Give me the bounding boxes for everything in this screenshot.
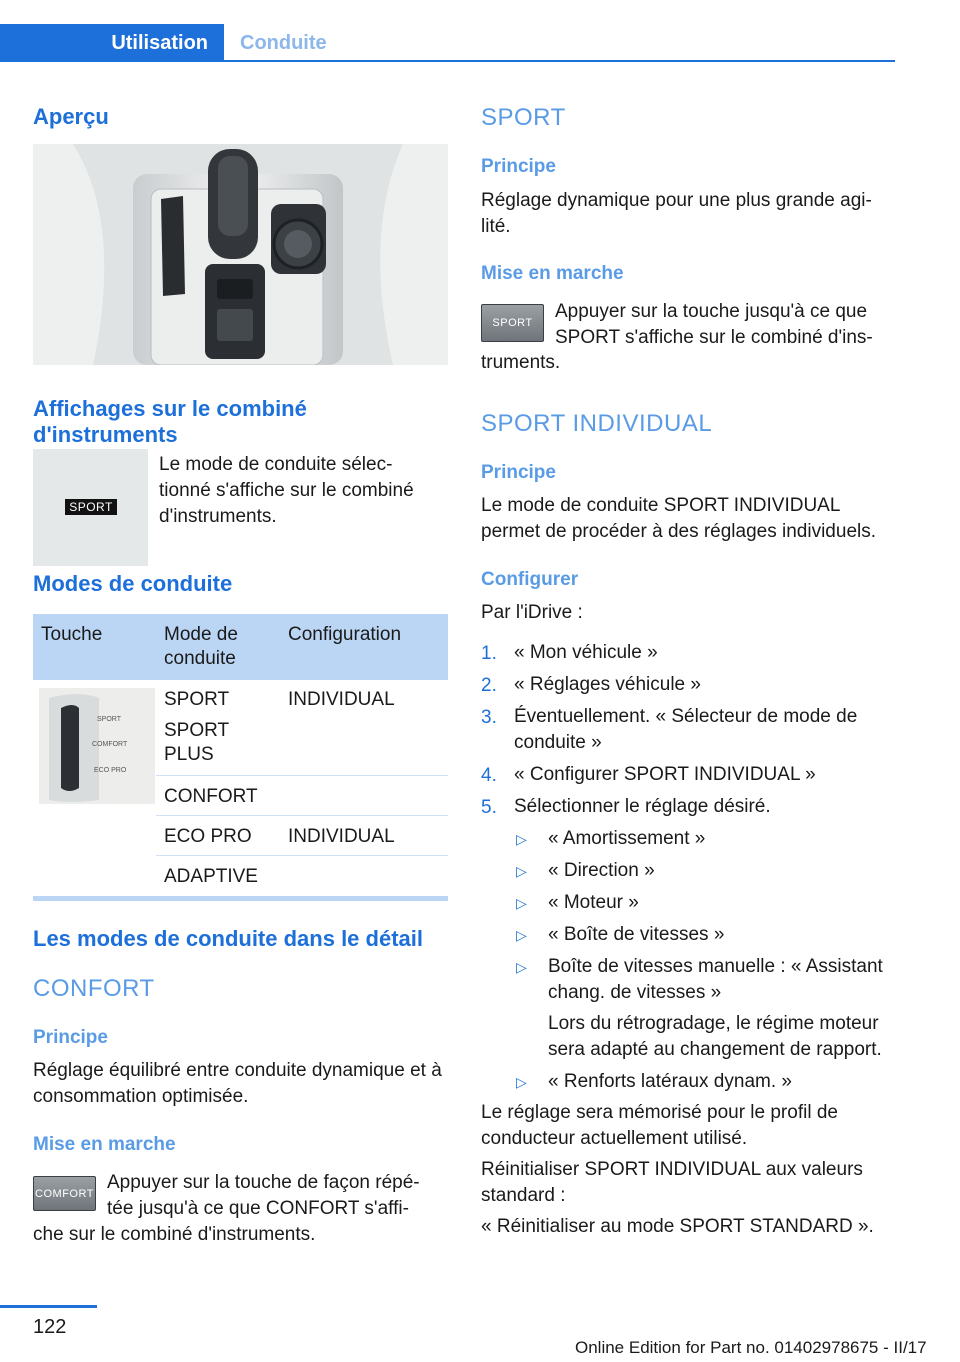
sport-display-label: SPORT [65, 499, 117, 515]
step-1-text: « Mon véhicule » [514, 642, 658, 663]
individual-principe-label: Principe [481, 462, 556, 483]
row-mode-ecopro: ECO PRO [164, 826, 252, 847]
bullet-triangle-icon: ▷ [516, 1074, 527, 1090]
apercu-heading: Aperçu [33, 104, 109, 129]
page-number: 122 [33, 1316, 67, 1338]
confort-principe-label: Principe [33, 1027, 108, 1048]
modes-heading: Modes de conduite [33, 571, 233, 596]
sub-item-4: « Boîte de vitesses » [548, 924, 725, 945]
sub-item-5: Boîte de vitesses manuelle : « Assistant chang. de vitesses » [548, 956, 883, 1003]
header-touche: Touche [41, 624, 103, 645]
sport-mise-text-2: truments. [481, 352, 561, 373]
edition-text: Online Edition for Part no. 01402978675 - II/17 [575, 1338, 927, 1357]
sport-mise-label: Mise en marche [481, 263, 624, 284]
bullet-triangle-icon: ▷ [516, 927, 527, 943]
tab-conduite[interactable]: Conduite [240, 31, 327, 54]
reset-intro-text: Réinitialiser SPORT INDIVIDUAL aux valeurs standard : [481, 1159, 863, 1206]
configurer-label: Configurer [481, 569, 579, 590]
sport-mise-text-1: Appuyer sur la touche jusqu'à ce que SPORT s'affiche sur le combiné d'ins- [555, 301, 873, 348]
gear-console-image [33, 144, 448, 365]
confort-principe-text: Réglage équilibré entre conduite dynamique et à consommation optimisée. [33, 1060, 442, 1107]
sport-display-image [33, 449, 148, 566]
sub-item-5-note: Lors du rétrogradage, le régime moteur sera adapté au changement de rapport. [548, 1013, 882, 1060]
bullet-triangle-icon: ▷ [516, 831, 527, 847]
detail-heading: Les modes de conduite dans le détail [33, 926, 423, 951]
step-1-number: 1. [481, 643, 497, 664]
console-illustration [33, 144, 448, 365]
memo-text: Le réglage sera mémorisé pour le profil de conducteur actuellement utilisé. [481, 1102, 838, 1149]
step-2-number: 2. [481, 675, 497, 696]
row-mode-adaptive: ADAPTIVE [164, 866, 258, 887]
btn-label-comfort: COMFORT [92, 741, 128, 748]
confort-mise-label: Mise en marche [33, 1134, 176, 1155]
row-mode-confort: CONFORT [164, 786, 258, 807]
sport-button-image: SPORT [481, 304, 544, 342]
sub-item-2: « Direction » [548, 860, 655, 881]
bullet-triangle-icon: ▷ [516, 959, 527, 975]
comfort-button-image: COMFORT [33, 1176, 96, 1211]
step-3-text: Éventuellement. « Sélecteur de mode de conduite » [514, 706, 858, 753]
affichages-text: Le mode de conduite sélec-tionné s'affiche sur le combiné d'instruments. [159, 454, 414, 527]
btn-label-sport: SPORT [97, 716, 121, 723]
row-config-sport: INDIVIDUAL [288, 689, 395, 710]
individual-principe-text: Le mode de conduite SPORT INDIVIDUAL permet de procéder à des réglages individuels. [481, 495, 877, 542]
header-tabbar [0, 24, 895, 62]
bullet-triangle-icon: ▷ [516, 895, 527, 911]
step-2-text: « Réglages véhicule » [514, 674, 701, 695]
footer-rule [0, 1305, 97, 1308]
par-idrive-text: Par l'iDrive : [481, 602, 583, 623]
sub-item-3: « Moteur » [548, 892, 639, 913]
header-mode: Mode de conduite [164, 624, 238, 669]
confort-heading: CONFORT [33, 975, 155, 1002]
step-3-number: 3. [481, 707, 497, 728]
btn-label-ecopro: ECO PRO [94, 767, 127, 774]
step-4-text: « Configurer SPORT INDIVIDUAL » [514, 764, 816, 785]
row-config-ecopro: INDIVIDUAL [288, 826, 395, 847]
sport-principe-label: Principe [481, 156, 556, 177]
table-header [33, 614, 448, 680]
row-mode-sport-plus: SPORT PLUS [164, 720, 229, 765]
step-5-text: Sélectionner le réglage désiré. [514, 796, 771, 817]
step-5-number: 5. [481, 797, 497, 818]
individual-heading: SPORT INDIVIDUAL [481, 410, 713, 437]
sport-heading: SPORT [481, 104, 566, 131]
mode-buttons-icon [39, 688, 155, 804]
sub-item-6: « Renforts latéraux dynam. » [548, 1071, 792, 1092]
sport-principe-text: Réglage dynamique pour une plus grande agi-lité. [481, 190, 872, 237]
reset-action-text: « Réinitialiser au mode SPORT STANDARD ». [481, 1216, 874, 1237]
sub-item-1: « Amortissement » [548, 828, 706, 849]
confort-mise-text-2: che sur le combiné d'instruments. [33, 1224, 316, 1245]
bullet-triangle-icon: ▷ [516, 863, 527, 879]
tab-utilisation[interactable]: Utilisation [0, 24, 224, 62]
affichages-heading: Affichages sur le combiné d'instruments [33, 396, 307, 447]
step-4-number: 4. [481, 765, 497, 786]
row-mode-sport: SPORT [164, 689, 230, 710]
mode-buttons-image [39, 688, 155, 804]
header-configuration: Configuration [288, 624, 402, 645]
confort-mise-text-1: Appuyer sur la touche de façon répé-tée jusqu'à ce que CONFORT s'affi- [107, 1172, 420, 1219]
